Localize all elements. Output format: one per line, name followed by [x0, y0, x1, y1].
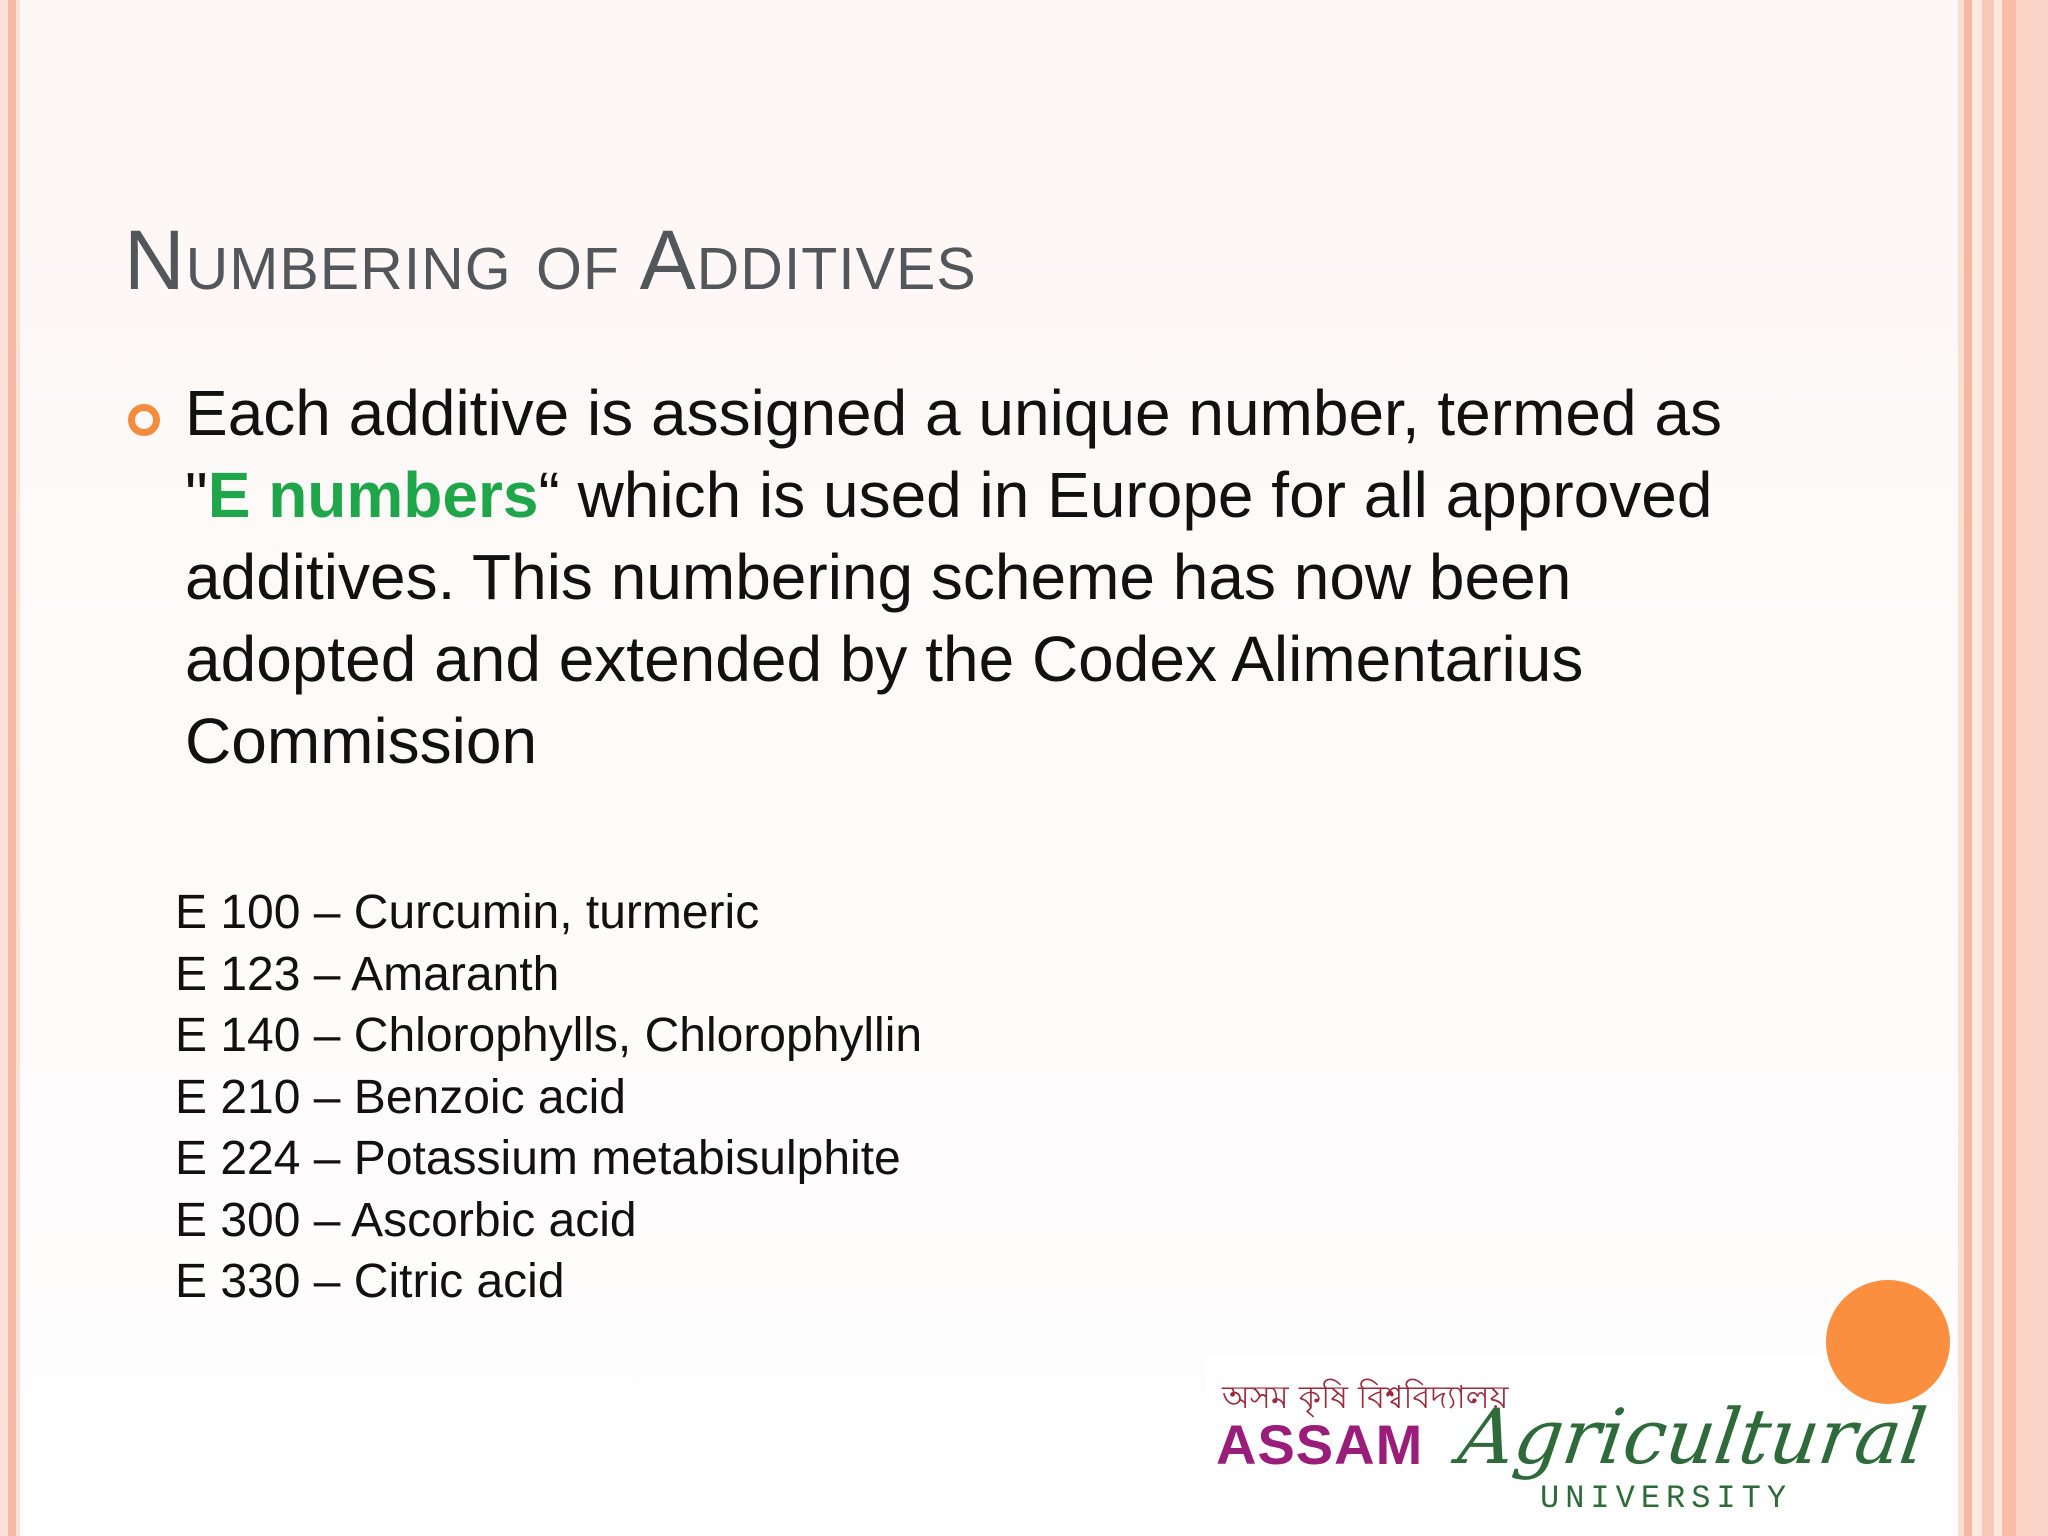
bullet-text-after: “ which is used in Europe for all approved additives. This numbering scheme has now been adopted and extended by the Codex Alimentarius Commission	[185, 459, 1713, 777]
bullet-circle-icon	[128, 404, 160, 436]
right-border-stripe	[2016, 0, 2048, 1536]
e-number-item: E 140 – Chlorophylls, Chlorophyllin	[175, 1009, 923, 1062]
right-border-stripe	[1964, 0, 1972, 1536]
left-border-stripe	[16, 0, 20, 1536]
e-number-list	[175, 882, 922, 1313]
right-border-stripe	[1982, 0, 1994, 1536]
right-border-stripe	[2002, 0, 2016, 1536]
e-numbers-highlight: E numbers	[207, 459, 539, 531]
logo-agricultural-text: Agricultural	[1453, 1392, 1932, 1481]
e-number-item: E 300 – Ascorbic acid	[175, 1193, 637, 1247]
left-border-stripe	[8, 0, 16, 1536]
logo-assam-text: ASSAM	[1216, 1413, 1424, 1476]
e-number-item: E 210 – Benzoic acid	[175, 1070, 626, 1124]
slide-title: Numbering of Additives	[124, 213, 977, 307]
right-border-stripe	[1972, 0, 1982, 1536]
left-border-stripe	[0, 0, 8, 1536]
decorative-orange-circle	[1826, 1280, 1950, 1404]
right-border-stripe	[1994, 0, 2002, 1536]
bullet-text-before: Each additive is assigned a unique number, termed as "	[185, 377, 1722, 531]
bullet-text	[185, 372, 1805, 782]
university-logo	[1206, 1356, 1932, 1536]
logo-assamese-text: অসম কৃষি বিশ্ববিদ্যালয়	[1222, 1378, 1509, 1416]
e-number-item: E 224 – Potassium metabisulphite	[175, 1132, 901, 1185]
e-number-item: E 330 – Citric acid	[175, 1255, 565, 1308]
logo-university-text: UNIVERSITY	[1540, 1480, 1793, 1517]
e-number-item: E 100 – Curcumin, turmeric	[175, 886, 760, 939]
e-number-item: E 123 – Amaranth	[175, 947, 560, 1001]
